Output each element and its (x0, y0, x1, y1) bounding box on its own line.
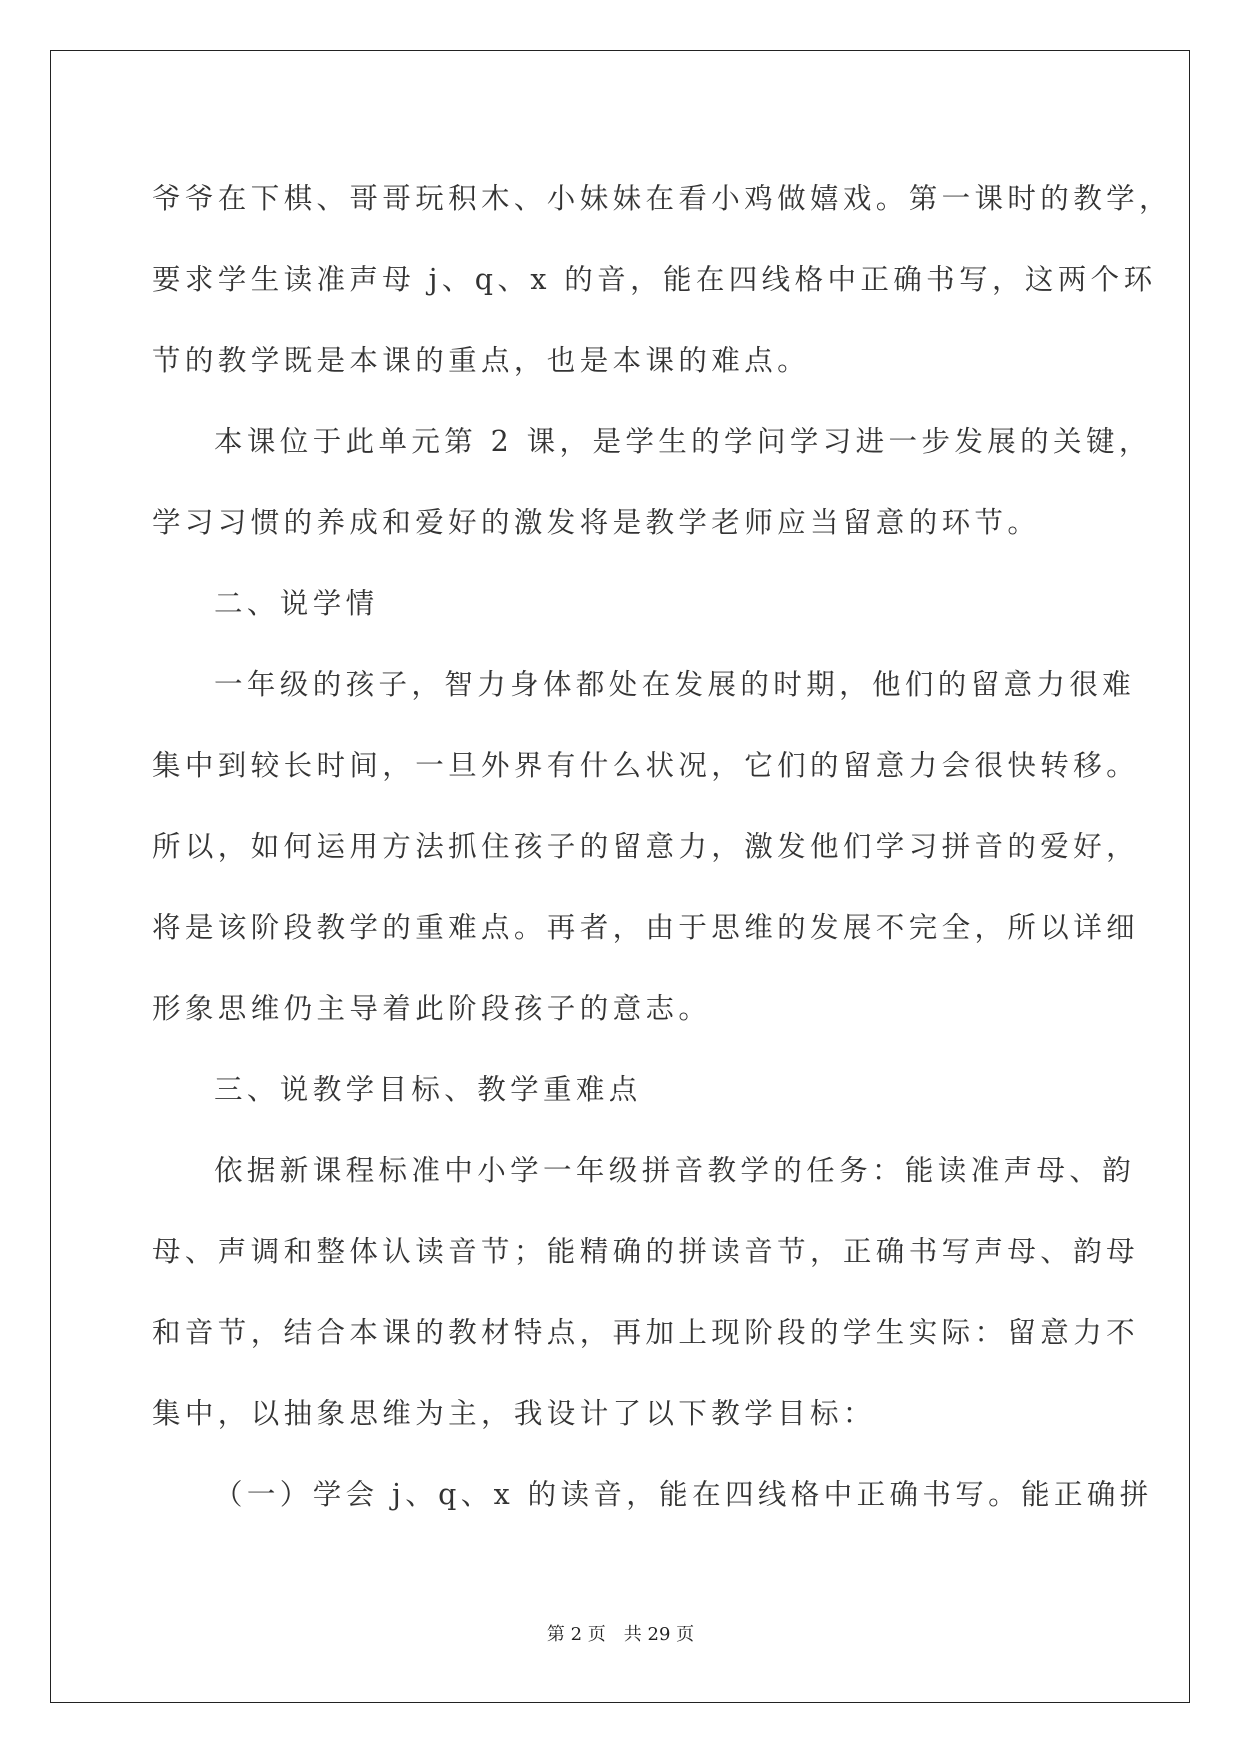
paragraph-line: 形象思维仍主导着此阶段孩子的意志。 (152, 992, 712, 1025)
section-heading: 二、说学情 (214, 587, 379, 620)
paragraph-line: （一）学会 j、q、x 的读音，能在四线格中正确书写。能正确拼 (214, 1478, 1153, 1511)
section-heading: 三、说教学目标、教学重难点 (214, 1073, 642, 1106)
paragraph-line: 一年级的孩子，智力身体都处在发展的时期，他们的留意力很难 (214, 668, 1136, 701)
paragraph-line: 节的教学既是本课的重点，也是本课的难点。 (152, 344, 811, 377)
paragraph-line: 集中，以抽象思维为主，我设计了以下教学目标： (152, 1397, 876, 1430)
paragraph-line: 母、声调和整体认读音节；能精确的拼读音节，正确书写声母、韵母 (152, 1235, 1140, 1268)
document-body (152, 158, 1172, 1535)
paragraph-line: 依据新课程标准中小学一年级拼音教学的任务：能读准声母、韵 (214, 1154, 1136, 1187)
paragraph-line: 所以，如何运用方法抓住孩子的留意力，激发他们学习拼音的爱好， (152, 830, 1140, 863)
paragraph-line: 和音节，结合本课的教材特点，再加上现阶段的学生实际：留意力不 (152, 1316, 1140, 1349)
paragraph-line: 要求学生读准声母 j、q、x 的音，能在四线格中正确书写，这两个环 (152, 263, 1157, 296)
paragraph-line: 将是该阶段教学的重难点。再者，由于思维的发展不完全，所以详细 (152, 911, 1140, 944)
paragraph-line: 集中到较长时间，一旦外界有什么状况，它们的留意力会很快转移。 (152, 749, 1140, 782)
page-number: 第 2 页 (546, 1624, 606, 1645)
paragraph-line: 本课位于此单元第 2 课，是学生的学问学习进一步发展的关键， (214, 425, 1152, 458)
paragraph-line: 爷爷在下棋、哥哥玩积木、小妹妹在看小鸡做嬉戏。第一课时的教学， (152, 182, 1172, 215)
total-pages: 共 29 页 (623, 1624, 695, 1645)
paragraph-line: 学习习惯的养成和爱好的激发将是教学老师应当留意的环节。 (152, 506, 1041, 539)
page-footer (0, 1620, 1241, 1646)
